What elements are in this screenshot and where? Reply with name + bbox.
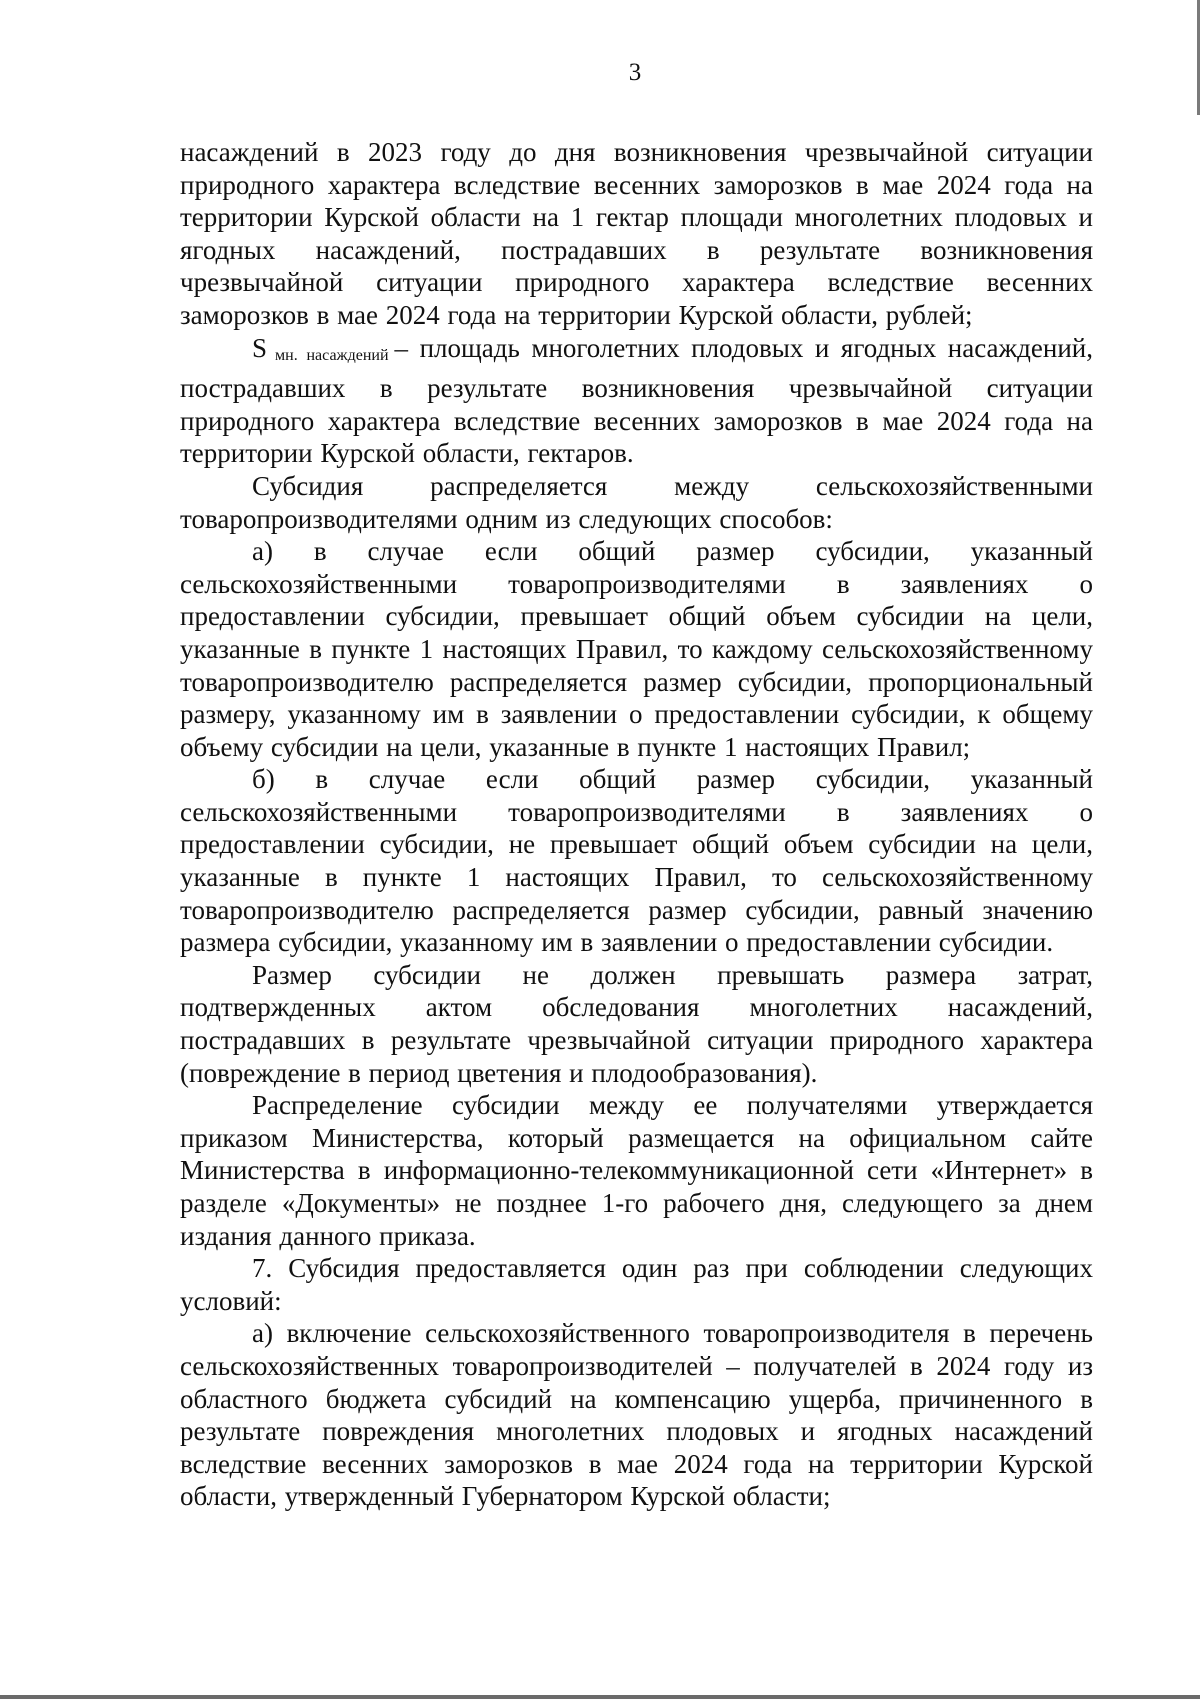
document-body [180,136,1093,1513]
formula-symbol: S [252,332,268,363]
page-number: 3 [628,59,642,86]
distribution-intro-paragraph: Субсидия распределяется между сельскохозяйственными товаропроизводителями одним из следующих способов: [180,470,1093,534]
formula-subscript: мн. насаждений [275,346,389,364]
option-a-paragraph: а) в случае если общий размер субсидии, указанный сельскохозяйственными товаропроизводителями в заявлениях о предоставлении субсидии, превышает общий объем субсидии на цели, указанные в пункте 1 настоящих Правил, то каждому сельскохозяйственному товаропроизводителю распределяется размер субсидии, пропорциональный размеру, указанному им в заявлении о предоставлении субсидии, к общему объему субсидии на цели, указанные в пункте 1 настоящих Правил; [180,536,1093,762]
limit-paragraph: Размер субсидии не должен превышать размера затрат, подтвержденных актом обследования многолетних насаждений, пострадавших в результате чрезвычайной ситуации природного характера (повреждение в период цветения и плодообразования). [180,959,1093,1088]
clause-7-paragraph: 7. Субсидия предоставляется один раз при соблюдении следующих условий: [180,1253,1093,1316]
paragraph-continuation: насаждений в 2023 году до дня возникновения чрезвычайной ситуации природного характера вследствие весенних заморозков в мае 2024 года на территории Курской области на 1 гектар площади многолетних плодовых и ягодных насаждений, пострадавших в результате возникновения чрезвычайной ситуации природного характера вследствие весенних заморозков в мае 2024 года на территории Курской области, рублей; [180,137,1093,330]
clause-7a-paragraph: а) включение сельскохозяйственного товаропроизводителя в перечень сельскохозяйственных товаропроизводителей – получателей в 2024 году из областного бюджета субсидий на компенсацию ущерба, причиненного в результате повреждения многолетних плодовых и ягодных насаждений вследствие весенних заморозков в мае 2024 года на территории Курской области, утвержденный Губернатором Курской области; [180,1318,1093,1512]
publication-paragraph: Распределение субсидии между ее получателями утверждается приказом Министерства, который размещается на официальном сайте Министерства в информационно-телекоммуникационной сети «Интернет» в разделе «Документы» не позднее 1-го рабочего дня, следующего за днем издания данного приказа. [180,1090,1093,1251]
scan-edge-bottom [0,1695,1200,1699]
definition-paragraph [180,332,1093,470]
definition-text: – площадь многолетних плодовых и ягодных насаждений, пострадавших в результате возникновения чрезвычайной ситуации природного характера вследствие весенних заморозков в мае 2024 года на территории Курской области, гектаров. [180,332,1094,469]
option-b-paragraph: б) в случае если общий размер субсидии, указанный сельскохозяйственными товаропроизводителями в заявлениях о предоставлении субсидии, не превышает общий объем субсидии на цели, указанные в пункте 1 настоящих Правил, то сельскохозяйственному товаропроизводителю распределяется размер субсидии, равный значению размера субсидии, указанному им в заявлении о предоставлении субсидии. [180,764,1093,958]
